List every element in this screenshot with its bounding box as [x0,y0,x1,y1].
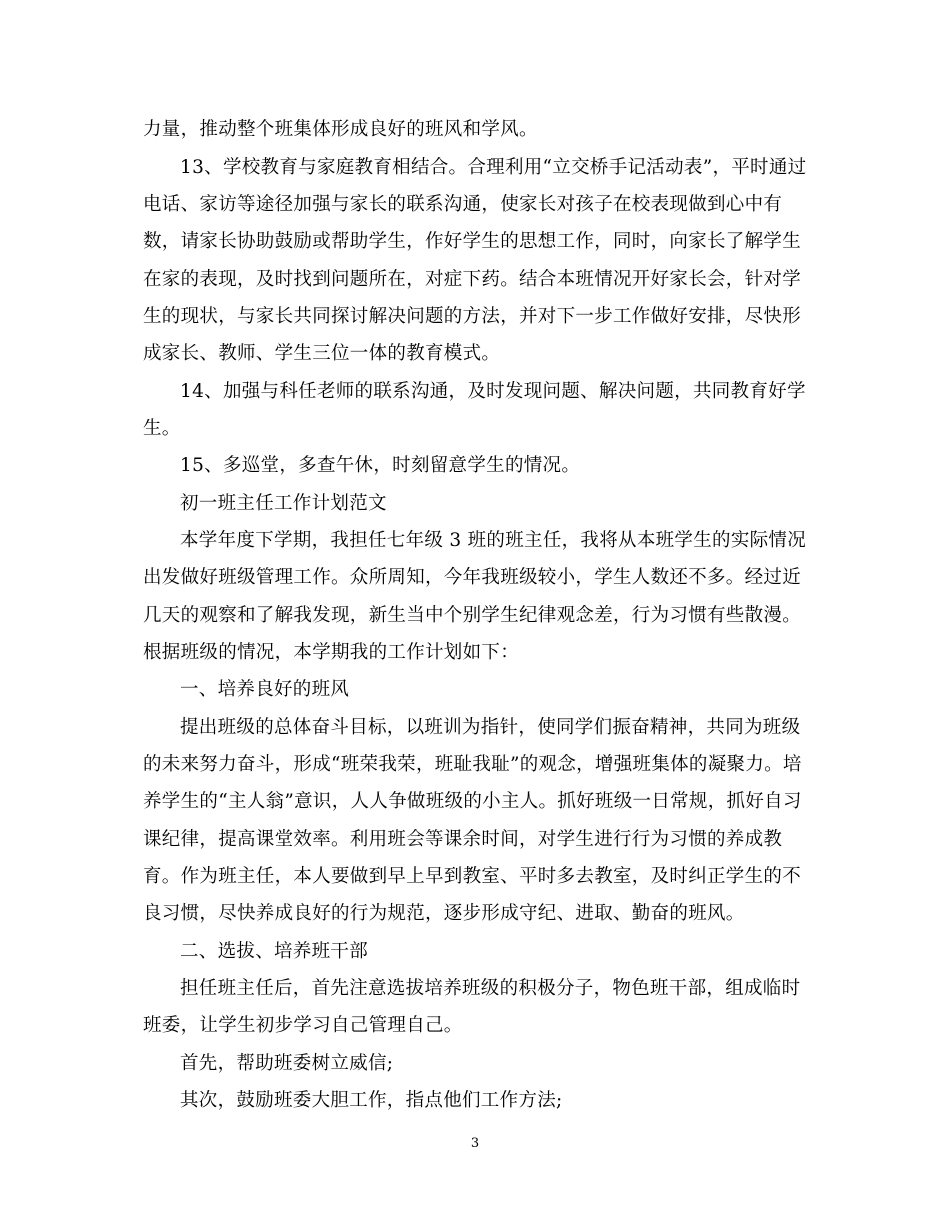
section-heading: 一、培养良好的班风 [180,679,350,700]
text-line: 首先，帮助班委树立威信; [180,1053,394,1074]
section-heading: 二、选拔、培养班干部 [180,941,369,962]
text-line: 本学年度下学期，我担任七年级 3 班的班主任，我将从本班学生的实际情况 [180,530,807,551]
page-number: 3 [470,1136,480,1151]
text-line: 几天的观察和了解我发现，新生当中个别学生纪律观念差，行为习惯有些散漫。 [143,605,802,626]
text-line: 在家的表现，及时找到问题所在，对症下药。结合本班情况开好家长会，针对学 [143,269,802,290]
text-line: 力量，推动整个班集体形成良好的班风和学风。 [143,119,538,140]
text-line: 担任班主任后，首先注意选拔培养班级的积极分子，物色班干部，组成临时 [180,978,801,999]
text-line: 根据班级的情况，本学期我的工作计划如下： [143,642,520,663]
text-line: 良习惯，尽快养成良好的行为规范，逐步形成守纪、进取、勤奋的班风。 [143,903,745,924]
text-line: 育。作为班主任，本人要做到早上早到教室、平时多去教室，及时纠正学生的不 [143,866,802,887]
text-line: 成家长、教师、学生三位一体的教育模式。 [143,343,501,364]
text-line: 养学生的“主人翁”意识，人人争做班级的小主人。抓好班级一日常规，抓好自习 [143,791,802,812]
text-line: 15、多巡堂，多查午休，时刻留意学生的情况。 [180,455,581,476]
text-line: 出发做好班级管理工作。众所周知，今年我班级较小，学生人数还不多。经过近 [143,567,802,588]
text-line: 生的现状，与家长共同探讨解决问题的方法，并对下一步工作做好安排，尽快形 [143,306,802,327]
text-line: 提出班级的总体奋斗目标，以班训为指针，使同学们振奋精神，共同为班级 [180,717,801,738]
section-title: 初一班主任工作计划范文 [180,493,387,514]
text-line: 14、加强与科任老师的联系沟通，及时发现问题、解决问题，共同教育好学 [180,381,806,402]
text-line: 数，请家长协助鼓励或帮助学生，作好学生的思想工作，同时，向家长了解学生 [143,231,802,252]
text-line: 其次，鼓励班委大胆工作，指点他们工作方法; [180,1090,563,1111]
text-line: 的未来努力奋斗，形成“班荣我荣，班耻我耻”的观念，增强班集体的凝聚力。培 [143,754,802,775]
text-line: 课纪律，提高课堂效率。利用班会等课余时间，对学生进行行为习惯的养成教 [143,829,783,850]
text-line: 生。 [143,418,181,439]
text-line: 13、学校教育与家庭教育相结合。合理利用“立交桥手记活动表”，平时通过 [180,157,807,178]
text-line: 电话、家访等途径加强与家长的联系沟通，使家长对孩子在校表现做到心中有 [143,194,783,215]
text-line: 班委，让学生初步学习自己管理自己。 [143,1015,463,1036]
